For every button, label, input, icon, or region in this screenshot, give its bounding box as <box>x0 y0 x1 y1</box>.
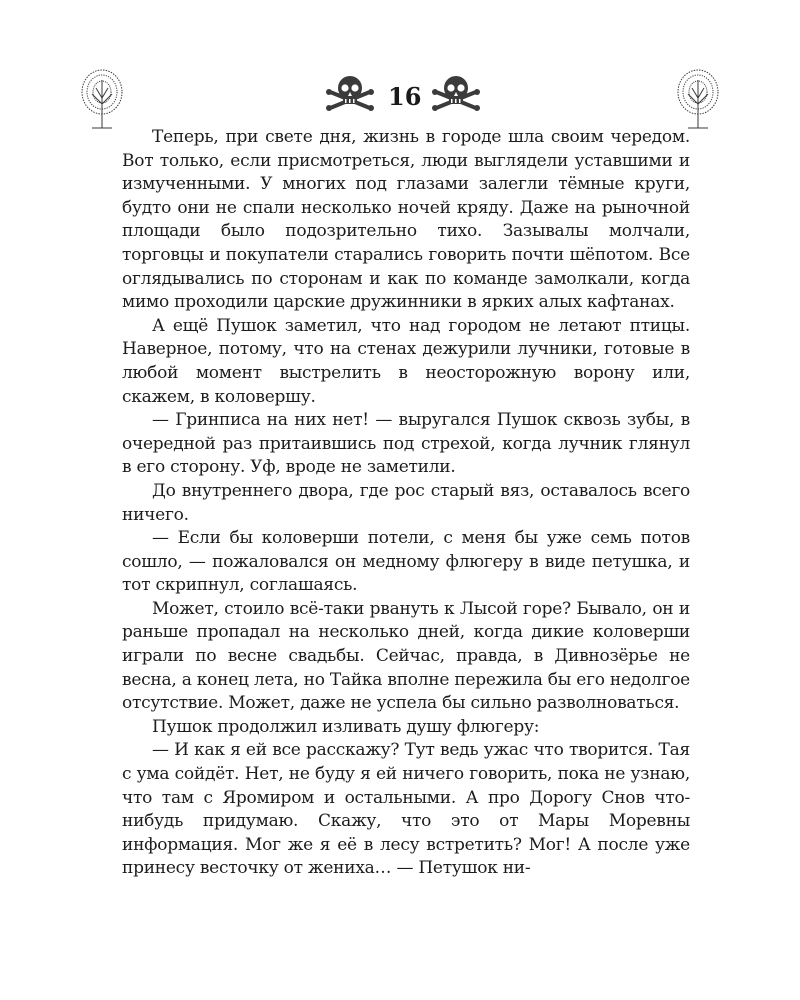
paragraph: А ещё Пушок заметил, что над городом не летают птицы. Наверное, потому, что на стенах дежурили лучники, готовые в любой момент выстрелить в неосторожную ворону или, скажем, в коловершу. <box>122 315 690 407</box>
skull-crossbones-icon <box>432 70 480 114</box>
header-ornament <box>318 70 488 120</box>
paragraph: Пушок продолжил изливать душу флюгеру: <box>152 716 540 737</box>
body-text <box>122 126 690 881</box>
paragraph: Теперь, при свете дня, жизнь в городе шла своим чередом. Вот только, если присмотреться, люди выглядели уставшими и измученными. У многих под глазами залегли тёмные круги, будто они не спали несколько ночей кряду. Даже на рыночной площади было подозрительно тихо. Зазывалы молчали, торговцы и покупатели старались говорить почти шёпотом. Все оглядывались по сторонам и как по команде замолкали, когда мимо проходили царские дружинники в ярких алых кафтанах. <box>122 127 690 313</box>
dialogue-paragraph: — И как я ей все расскажу? Тут ведь ужас что творится. Тая с ума сойдёт. Нет, не буду я ей ничего говорить, пока не узнаю, что там с Яромиром и остальными. А про Дорогу Снов что-нибудь придумаю. Скажу, что это от Мары Моревны информация. Мог же я её в лесу встретить? Мог! А после уже принесу весточку от жениха… — Петушок ни- <box>122 740 690 879</box>
tree-icon <box>80 68 124 130</box>
paragraph: Может, стоило всё-таки рвануть к Лысой горе? Бывало, он и раньше пропадал на несколько дней, когда дикие коловерши играли по весне свадьбы. Сейчас, правда, в Дивнозёрье не весна, а конец лета, но Тайка вполне пережила бы его недолгое отсутствие. Может, даже не успела бы сильно разволноваться. <box>122 598 690 714</box>
dialogue-paragraph: — Гринписа на них нет! — выругался Пушок сквозь зубы, в очередной раз притаившись под стрехой, когда лучник глянул в его сторону. Уф, вроде не заметили. <box>122 410 690 478</box>
skull-crossbones-icon <box>326 70 374 114</box>
paragraph: До внутреннего двора, где рос старый вяз, оставалось всего ничего. <box>122 480 690 525</box>
tree-icon <box>676 68 720 130</box>
page-number: 16 <box>388 82 422 111</box>
dialogue-paragraph: — Если бы коловерши потели, с меня бы уже семь потов сошло, — пожаловался он медному флюгеру в виде петушка, и тот скрипнул, соглашаясь. <box>122 528 690 596</box>
